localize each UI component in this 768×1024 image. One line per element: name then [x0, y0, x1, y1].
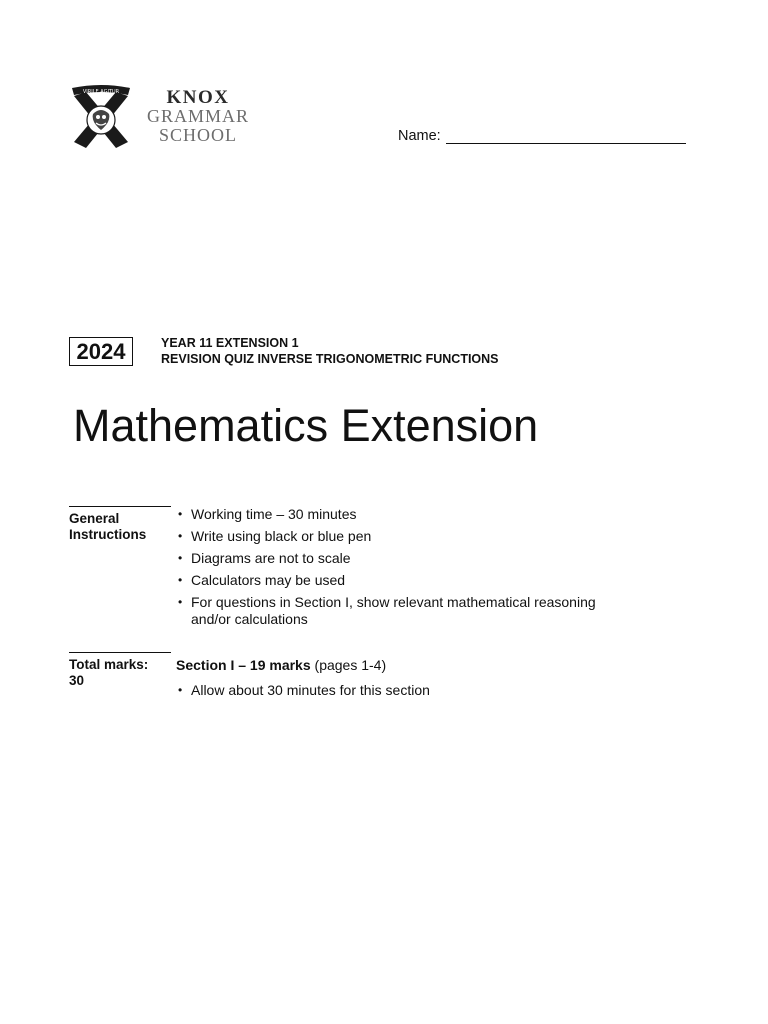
- school-name-line1: KNOX: [166, 87, 230, 108]
- total-label-line2: 30: [69, 673, 85, 688]
- exam-title: Mathematics Extension: [73, 400, 539, 451]
- course-info: [161, 335, 499, 367]
- total-label-line1: Total marks:: [69, 657, 149, 672]
- school-name-line2: GRAMMAR: [146, 106, 250, 126]
- school-name-line3: SCHOOL: [158, 125, 237, 145]
- general-label-line2: Instructions: [69, 527, 147, 542]
- list-item: • Working time – 30 minutes: [176, 506, 616, 523]
- name-label: Name:: [398, 128, 441, 144]
- list-item: • For questions in Section I, show relevant mathematical reasoning and/or calculations: [176, 594, 616, 628]
- total-marks-label: [69, 652, 171, 689]
- name-input-line[interactable]: [446, 129, 686, 144]
- general-instructions-list: [176, 506, 616, 633]
- list-item: • Allow about 30 minutes for this section: [176, 682, 616, 699]
- school-logo: [70, 84, 260, 154]
- school-crest-icon: [70, 84, 132, 150]
- motto-text: VIRILE AGITUR: [82, 89, 120, 95]
- school-name: [138, 88, 258, 145]
- list-item: • Calculators may be used: [176, 572, 616, 589]
- exam-year-box: 2024: [69, 337, 133, 366]
- section-heading: [176, 657, 386, 674]
- course-line-1: YEAR 11 EXTENSION 1: [161, 336, 299, 350]
- section-instructions-list: [176, 682, 616, 704]
- list-item: • Write using black or blue pen: [176, 528, 616, 545]
- general-instructions-label: [69, 506, 171, 543]
- list-item: • Diagrams are not to scale: [176, 550, 616, 567]
- section-heading-pages: (pages 1-4): [310, 657, 387, 673]
- course-line-2: REVISION QUIZ INVERSE TRIGONOMETRIC FUNCTIONS: [161, 352, 499, 366]
- general-label-line1: General: [69, 511, 120, 526]
- section-heading-bold: Section I – 19 marks: [176, 657, 311, 673]
- name-field[interactable]: [398, 128, 686, 144]
